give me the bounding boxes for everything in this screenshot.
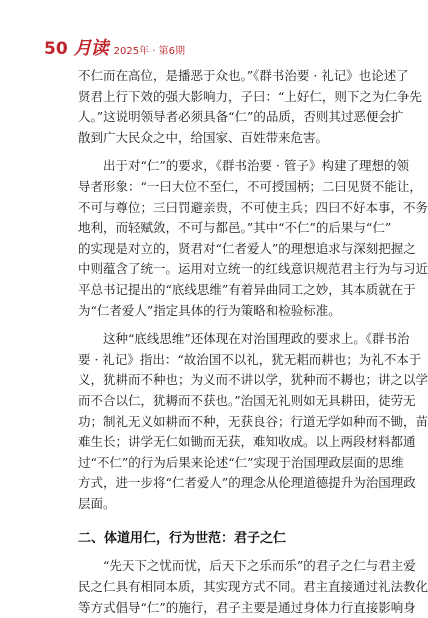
paragraph [78,556,428,618]
text-line: 不仁而在高位，是播恶于众也。”《群书治要 · 礼记》也论述了 [78,68,409,83]
article-body [78,66,428,618]
text-line: 层面。 [78,495,116,511]
text-line: 人。”这说明领导者必须具备“仁”的品质，否则其过恶便会扩 [78,109,404,125]
issue-label: 2025年 · 第6期 [113,46,186,57]
text-line: 义，犹耕而不种也；为义而不讲以学，犹种而不耨也；讲之以学 [78,372,428,388]
page-header [44,36,185,58]
paragraph-gap [78,148,378,156]
paragraph [78,329,428,514]
text-line: 功；制礼无义如耕而不种，无获良谷；行道无学如种而不锄，苗 [78,413,428,429]
paragraph-gap [78,514,378,522]
text-line: 而不合以仁，犹耨而不获也。”治国无礼则如无具耕田，徒劳无 [78,392,416,408]
text-line: 过“不仁”的行为后果来论述“仁”实现于治国理政层面的思维 [78,454,404,470]
page-number: 50 [44,39,68,59]
text-line: 为“仁者爱人”指定具体的行为策略和检验标准。 [78,302,341,318]
text-line: 这种“底线思维”还体现在对治国理政的要求上。《群书治 [78,331,410,347]
paragraph-gap [78,321,378,329]
text-line: 等方式倡导“仁”的施行，君子主要是通过身体力行直接影响身 [78,599,416,615]
text-line: 的实现是对立的，贤君对“仁者爱人”的理想追求与深刻把握之 [78,240,416,256]
text-line: “先天下之忧而忧，后天下之乐而乐”的君子之仁与君主爱 [78,558,416,574]
section-heading: 二、体道用仁，行为世范：君子之仁 [78,531,287,547]
paragraph [78,66,422,148]
text-line: 中则蕴含了统一。运用对立统一的红线意识规范君主行为与习近 [78,261,428,277]
text-line: 散到广大民众之中，给国家、百姓带来危害。 [78,129,329,145]
text-line: 难生长；讲学无仁如锄而无获，难知收成。以上两段材料都通 [78,434,416,450]
text-line: 民之仁具有相同本质，其实现方式不同。君主直接通过礼法教化 [78,579,428,595]
text-line: 平总书记提出的“底线思维”有着异曲同工之妙，其本质就在于 [78,281,416,297]
text-line: 要 · 礼记》指出：“故治国不以礼，犹无耜而耕也；为礼不本于 [78,351,422,367]
text-line: 不可与尊位；三曰罚避亲贵，不可使主兵；四曰不好本事，不务 [78,199,428,215]
text-line: 导者形象：“一曰大位不至仁，不可授国柄；二曰见贤不能让， [78,178,422,194]
text-line: 地利，而轻赋敛，不可与都邑。”其中“不仁”的后果与“仁” [78,220,392,236]
paragraph [78,156,428,321]
text-line: 方式，进一步将“仁者爱人”的理念从伦理道德提升为治国理政 [78,475,416,491]
journal-logo: 月读 [73,38,108,59]
text-line: 出于对“仁”的要求，《群书治要 · 管子》构建了理想的领 [78,158,409,174]
text-line: 贤君上行下效的强大影响力，子曰：“上好仁，则下之为仁争先 [78,88,422,104]
